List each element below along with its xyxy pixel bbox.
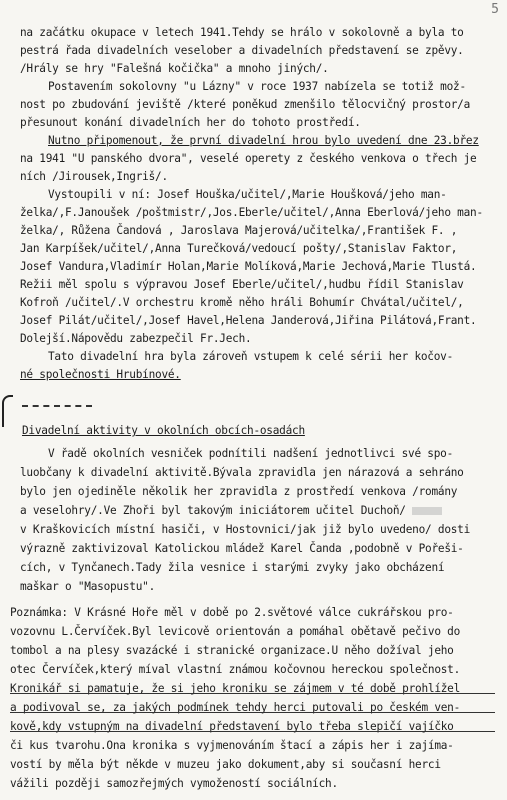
text-line: ních /Jirousek,Ingriš/.: [20, 170, 168, 183]
text-line: kově,kdy vstupným na divadelní představení bylo třeba slepičí vajíčko: [10, 720, 454, 733]
section-divider: [22, 405, 92, 407]
text-line: Kofroň /učitel/.V orchestru kromě něho hráli Bohumír Chvátal/učitel/,: [20, 296, 464, 309]
text-line: Jan Karpíšek/učitel/,Anna Turečková/vedoucí pošty/,Stanislav Faktor,: [20, 242, 458, 255]
text-line: vozovnu L.Červíček.Byl levicově orientován a pomáhal obětavě pečivo do: [10, 625, 461, 638]
strike-line: [10, 693, 495, 694]
text-line: maškar o "Masopustu".: [20, 580, 156, 593]
text-line: luobčany k divadelní aktivitě.Bývala zpravidla jen nárazová a sehráno: [20, 466, 464, 479]
text-line: Režii měl spolu s výpravou Josef Eberle/učitel/,hudbu řídil Stanislav: [20, 278, 464, 291]
text-line: né společnosti Hrubínové.: [20, 368, 181, 381]
text-line: Dolejší.Nápovědu zabezpečil Fr.Jech.: [20, 332, 252, 345]
redacted-name: [412, 507, 442, 515]
text-line: vážili později samozřejmých vymožeností sociálních.: [10, 777, 338, 790]
text-line: na začátku okupace v letech 1941.Tehdy se hrálo v sokolovně a byla to: [20, 26, 464, 39]
text-line: na 1941 "U panského dvora", veselé operety z českého venkova o třech je: [20, 152, 477, 165]
text-line: vostí by měla být někde v muzeu jako dokument,aby si současní herci: [10, 758, 441, 771]
text-line: Josef Pilát/učitel/,Josef Havel,Helena Janderová,Jiřina Pilátová,Frant.: [20, 314, 477, 327]
page-number: 5: [491, 2, 499, 17]
text-line: v Kraškovicích místní hasiči, v Hostovnici/jak již bylo uvedeno/ dosti: [20, 523, 471, 536]
text-line: tombol a na plesy svazácké i stranické organizace.U něho dožíval jeho: [10, 644, 454, 657]
text-line: Postavením sokolovny "u Lázny" v roce 1937 nabízela se totiž mož-: [48, 80, 466, 93]
text-line: Josef Vandura,Vladimír Holan,Marie Molíková,Marie Jechová,Marie Tlustá.: [20, 260, 477, 273]
text-line: přesunout konání divadelních her do tohoto prostředí.: [20, 116, 361, 129]
text-line: a veselohry/.Ve Zhoři byl takovým iniciátorem učitel Duchoň/: [20, 504, 406, 517]
text-line: cích, v Tynčanech.Tady žila vesnice i starými zvyky jako obcházení: [20, 561, 445, 574]
strike-line: [10, 731, 495, 732]
text-line: bylo jen ojediněle několik her zpravidla z prostředí venkova /romány: [20, 485, 458, 498]
strike-line: [10, 712, 495, 713]
text-line: želka/,F.Janoušek /poštmistr/,Jos.Eberle/učitel/,Anna Eberlová/jeho man-: [20, 206, 483, 219]
text-line: pestrá řada divadelních veselober a divadelních představení se zpěvy.: [20, 44, 464, 57]
section-bracket: [2, 395, 13, 427]
text-line: Tato divadelní hra byla zároveň vstupem k celé sérii her kočov-: [48, 350, 454, 363]
text-line: Nutno připomenout, že první divadelní hrou bylo uvedení dne 23.břez: [48, 134, 479, 147]
text-line: či kus tvarohu.Ona kronika s vyjmenováním štací a zápis her i zajíma-: [10, 739, 454, 752]
text-line: Kronikář si pamatuje, že si jeho kroniku se zájmem v té době prohlížel: [10, 682, 461, 695]
text-line: výrazně zaktivizoval Katolickou mládež Karel Čanda ,podobně v Pořeši-: [20, 542, 464, 555]
note-line: Poznámka: V Krásné Hoře měl v době po 2.světové válce cukrářskou pro-: [10, 606, 454, 619]
text-line: V řadě okolních vesniček podnítili nadšení jednotlivci své spo-: [48, 447, 454, 460]
text-line: a podivoval se, za jakých podmínek tehdy herci putovali po českém ven-: [10, 701, 461, 714]
text-line: želka/, Růžena Čandová , Jaroslava Majerová/učitelka/,František F. ,: [20, 224, 458, 237]
text-line: nost po zbudování jeviště /které poněkud zmenšilo tělocvičný prostor/a: [20, 98, 471, 111]
text-line: otec Červíček,který míval vlastní známou kočovnou hereckou společnost.: [10, 663, 461, 676]
text-line: /Hrály se hry "Falešná kočička" a mnoho jiných/.: [20, 62, 329, 75]
section-heading: Divadelní aktivity v okolních obcích-osadách: [22, 424, 305, 437]
text-line: Vystoupili v ní: Josef Houška/učitel/,Marie Houšková/jeho man-: [48, 188, 447, 201]
